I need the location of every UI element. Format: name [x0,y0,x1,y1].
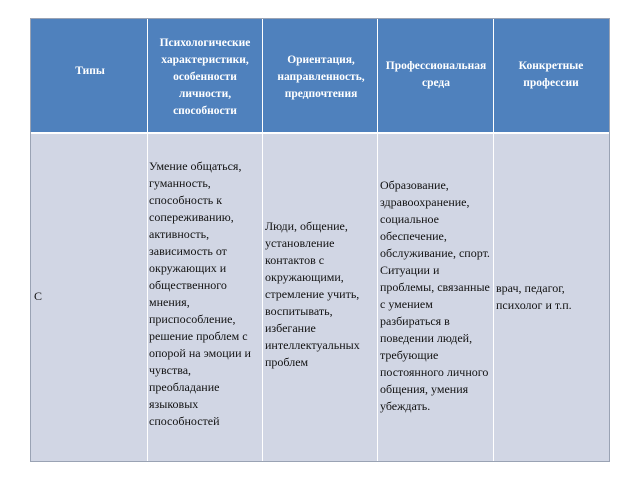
column-divider-4 [493,19,494,461]
professions-cell: врач, педагог, психолог и т.п. [496,281,572,312]
column-divider-2 [262,19,263,461]
header-orientation: Ориентация, направленность, предпочтения [277,53,365,100]
header-characteristics: Психологические характеристики, особенности личности, способности [159,36,251,117]
characteristics-cell: Умение общаться, гуманность, способность к сопереживанию, активность, зависимость от окружающих и общественного мнения, приспособление, решение проблем с опорой на эмоции и чувства, преобладание языковых способностей [149,159,251,428]
header-types: Типы [75,64,105,77]
environment-cell: Образование, здравоохранение, социальное обеспечение, обслуживание, спорт. Ситуации и проблемы, связанные с умением разбираться в поведении людей, требующие постоянного личного общения, умения убеждать. [380,178,490,413]
header-divider [31,132,609,134]
professions-table [30,18,610,462]
header-environment: Профессиональная среда [385,60,487,89]
orientation-cell: Люди, общение, установление контактов с окружающими, стремление учить, воспитывать, избегание интеллектуальных проблем [265,218,360,369]
column-divider-3 [377,19,378,461]
column-divider-1 [147,19,148,461]
type-cell: С [34,288,43,303]
header-professions: Конкретные профессии [518,60,584,89]
